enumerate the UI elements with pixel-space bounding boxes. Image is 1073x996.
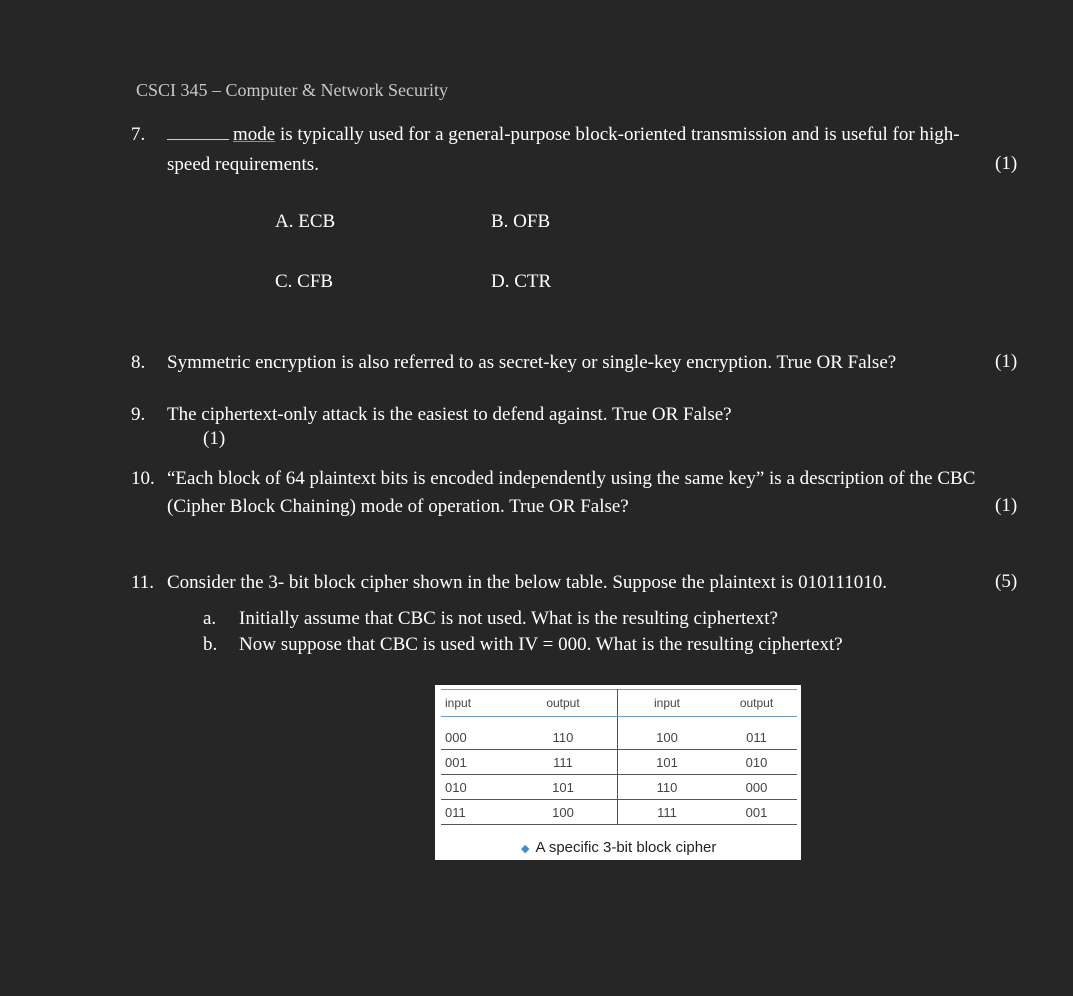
table-cell: 101 (618, 750, 717, 775)
question-11b-label: b. (203, 634, 218, 655)
table-cell: 110 (618, 775, 717, 800)
question-7-text: is typically used for a general-purpose block-oriented transmission and is useful for high- (275, 124, 960, 145)
question-10-line-1: “Each block of 64 plaintext bits is encoded independently using the same key” is a description of the CBC (167, 468, 976, 489)
question-8-number: 8. (131, 352, 146, 373)
table-cell: 111 (509, 750, 618, 775)
table-cell: 111 (618, 800, 717, 825)
question-10-number: 10. (131, 468, 155, 489)
table-cell: 100 (618, 717, 717, 750)
question-11a-text: Initially assume that CBC is not used. What is the resulting ciphertext? (239, 608, 778, 629)
table-row (441, 775, 797, 800)
question-9-number: 9. (131, 404, 146, 425)
table-cell: 010 (716, 750, 797, 775)
question-10-line-2: (Cipher Block Chaining) mode of operation. True OR False? (167, 496, 629, 517)
table-cell: 110 (509, 717, 618, 750)
table-cell: 011 (441, 800, 509, 825)
answer-blank (167, 123, 229, 140)
table-cell: 000 (716, 775, 797, 800)
option-b: B. OFB (491, 211, 551, 232)
question-11-number: 11. (131, 572, 155, 593)
question-11-marks: (5) (995, 571, 1018, 592)
table-caption-text: A specific 3-bit block cipher (535, 839, 717, 856)
table-cell: 011 (716, 717, 797, 750)
table-cell: 001 (716, 800, 797, 825)
table-header: input (618, 690, 717, 717)
table-header: output (509, 690, 618, 717)
question-7-number: 7. (131, 124, 146, 145)
table-cell: 000 (441, 717, 509, 750)
table-cell: 010 (441, 775, 509, 800)
cipher-table-figure (435, 685, 801, 860)
table-cell: 100 (509, 800, 618, 825)
table-header: output (716, 690, 797, 717)
question-7-line-2: speed requirements. (167, 154, 319, 175)
cipher-table (441, 689, 797, 825)
table-row (441, 800, 797, 825)
diamond-bullet-icon: ◆ (521, 843, 530, 855)
question-9-marks: (1) (203, 428, 226, 449)
question-8-text: Symmetric encryption is also referred to as secret-key or single-key encryption. True OR False? (167, 352, 897, 373)
question-7-marks: (1) (995, 153, 1018, 174)
table-cell: 001 (441, 750, 509, 775)
course-header: CSCI 345 – Computer & Network Security (136, 80, 448, 100)
option-d: D. CTR (491, 271, 552, 292)
mode-word: mode (233, 124, 276, 145)
table-cell: 101 (509, 775, 618, 800)
table-caption (521, 839, 716, 856)
question-10-marks: (1) (995, 495, 1018, 516)
table-row (441, 750, 797, 775)
question-8-marks: (1) (995, 351, 1018, 372)
option-a: A. ECB (275, 211, 336, 232)
table-header: input (441, 690, 509, 717)
question-11-text: Consider the 3- bit block cipher shown in the below table. Suppose the plaintext is 010111010. (167, 572, 887, 593)
question-11a-label: a. (203, 608, 217, 629)
question-9-text: The ciphertext-only attack is the easiest to defend against. True OR False? (167, 404, 732, 425)
question-7-line-1 (167, 121, 960, 149)
table-row (441, 717, 797, 750)
option-c: C. CFB (275, 271, 334, 292)
question-11b-text: Now suppose that CBC is used with IV = 000. What is the resulting ciphertext? (239, 634, 843, 655)
